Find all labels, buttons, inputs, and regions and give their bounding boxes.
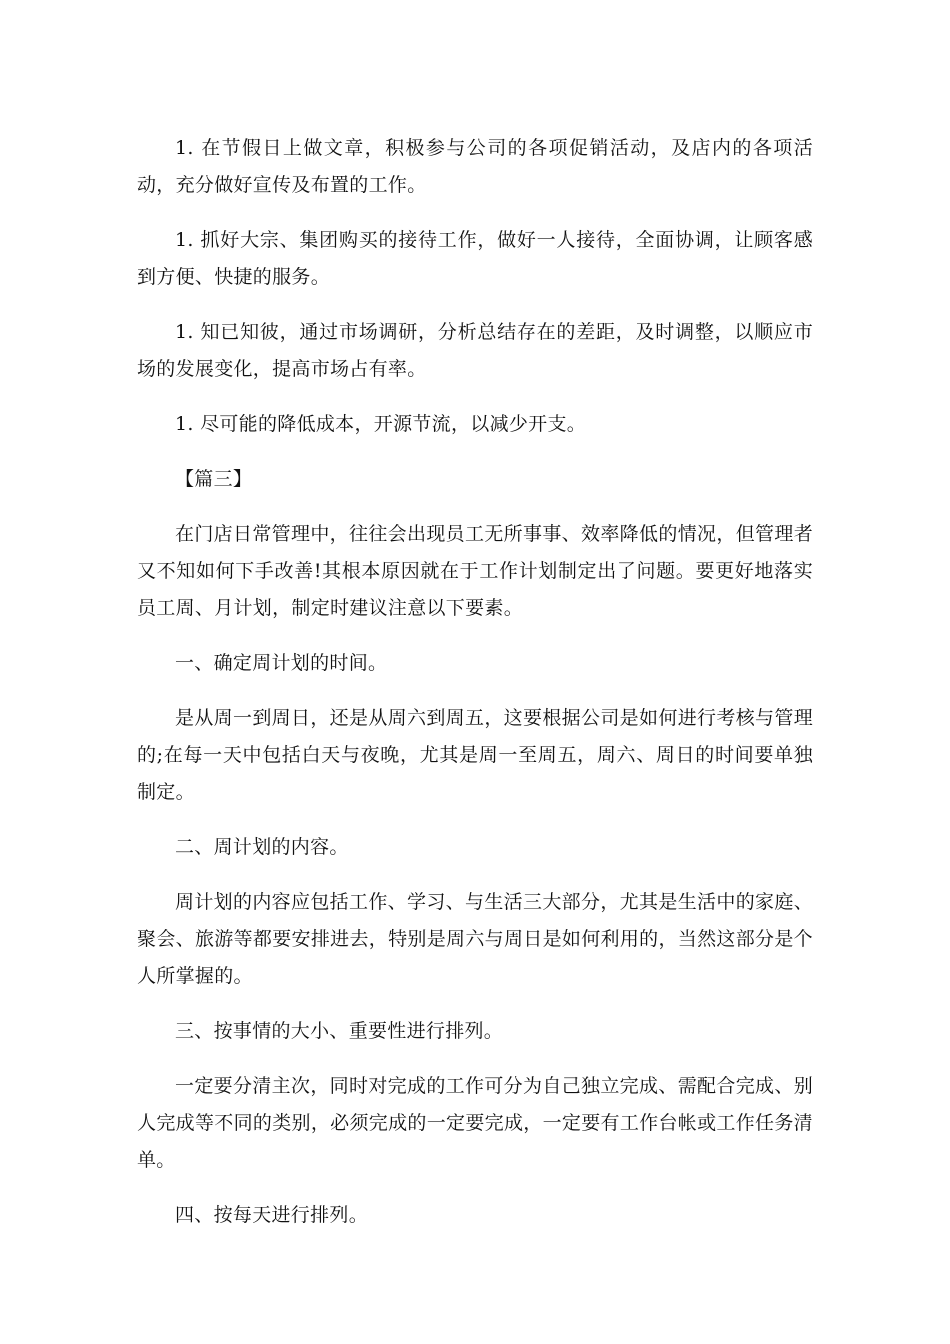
paragraph-group-purchase: 1. 抓好大宗、集团购买的接待工作，做好一人接待，全面协调，让顾客感到方便、快捷的服务。	[137, 229, 813, 288]
heading-week-plan-content: 二、周计划的内容。	[175, 836, 349, 858]
paragraph-holiday-promotion: 1. 在节假日上做文章，积极参与公司的各项促销活动，及店内的各项活动，充分做好宣传及布置的工作。	[137, 137, 813, 196]
section-title-part-three: 【篇三】	[175, 468, 253, 490]
document-page	[137, 130, 813, 1252]
paragraph-week-plan-content: 周计划的内容应包括工作、学习、与生活三大部分，尤其是生活中的家庭、聚会、旅游等都要安排进去，特别是周六与周日是如何利用的，当然这部分是个人所掌握的。	[137, 891, 813, 987]
heading-daily-order: 四、按每天进行排列。	[175, 1204, 369, 1226]
paragraph-intro: 在门店日常管理中，往往会出现员工无所事事、效率降低的情况，但管理者又不知如何下手改善!其根本原因就在于工作计划制定出了问题。要更好地落实员工周、月计划，制定时建议注意以下要素。	[137, 523, 813, 619]
paragraph-week-plan-time: 是从周一到周日，还是从周六到周五，这要根据公司是如何进行考核与管理的;在每一天中包括白天与夜晚，尤其是周一至周五，周六、周日的时间要单独制定。	[137, 707, 813, 803]
heading-priority-order: 三、按事情的大小、重要性进行排列。	[175, 1020, 504, 1042]
paragraph-priority-order: 一定要分清主次，同时对完成的工作可分为自己独立完成、需配合完成、别人完成等不同的类别，必须完成的一定要完成，一定要有工作台帐或工作任务清单。	[137, 1075, 813, 1171]
heading-week-plan-time: 一、确定周计划的时间。	[175, 652, 388, 674]
paragraph-market-research: 1. 知已知彼，通过市场调研，分析总结存在的差距，及时调整，以顺应市场的发展变化，提高市场占有率。	[137, 321, 813, 380]
paragraph-reduce-cost: 1. 尽可能的降低成本，开源节流，以减少开支。	[175, 413, 587, 435]
